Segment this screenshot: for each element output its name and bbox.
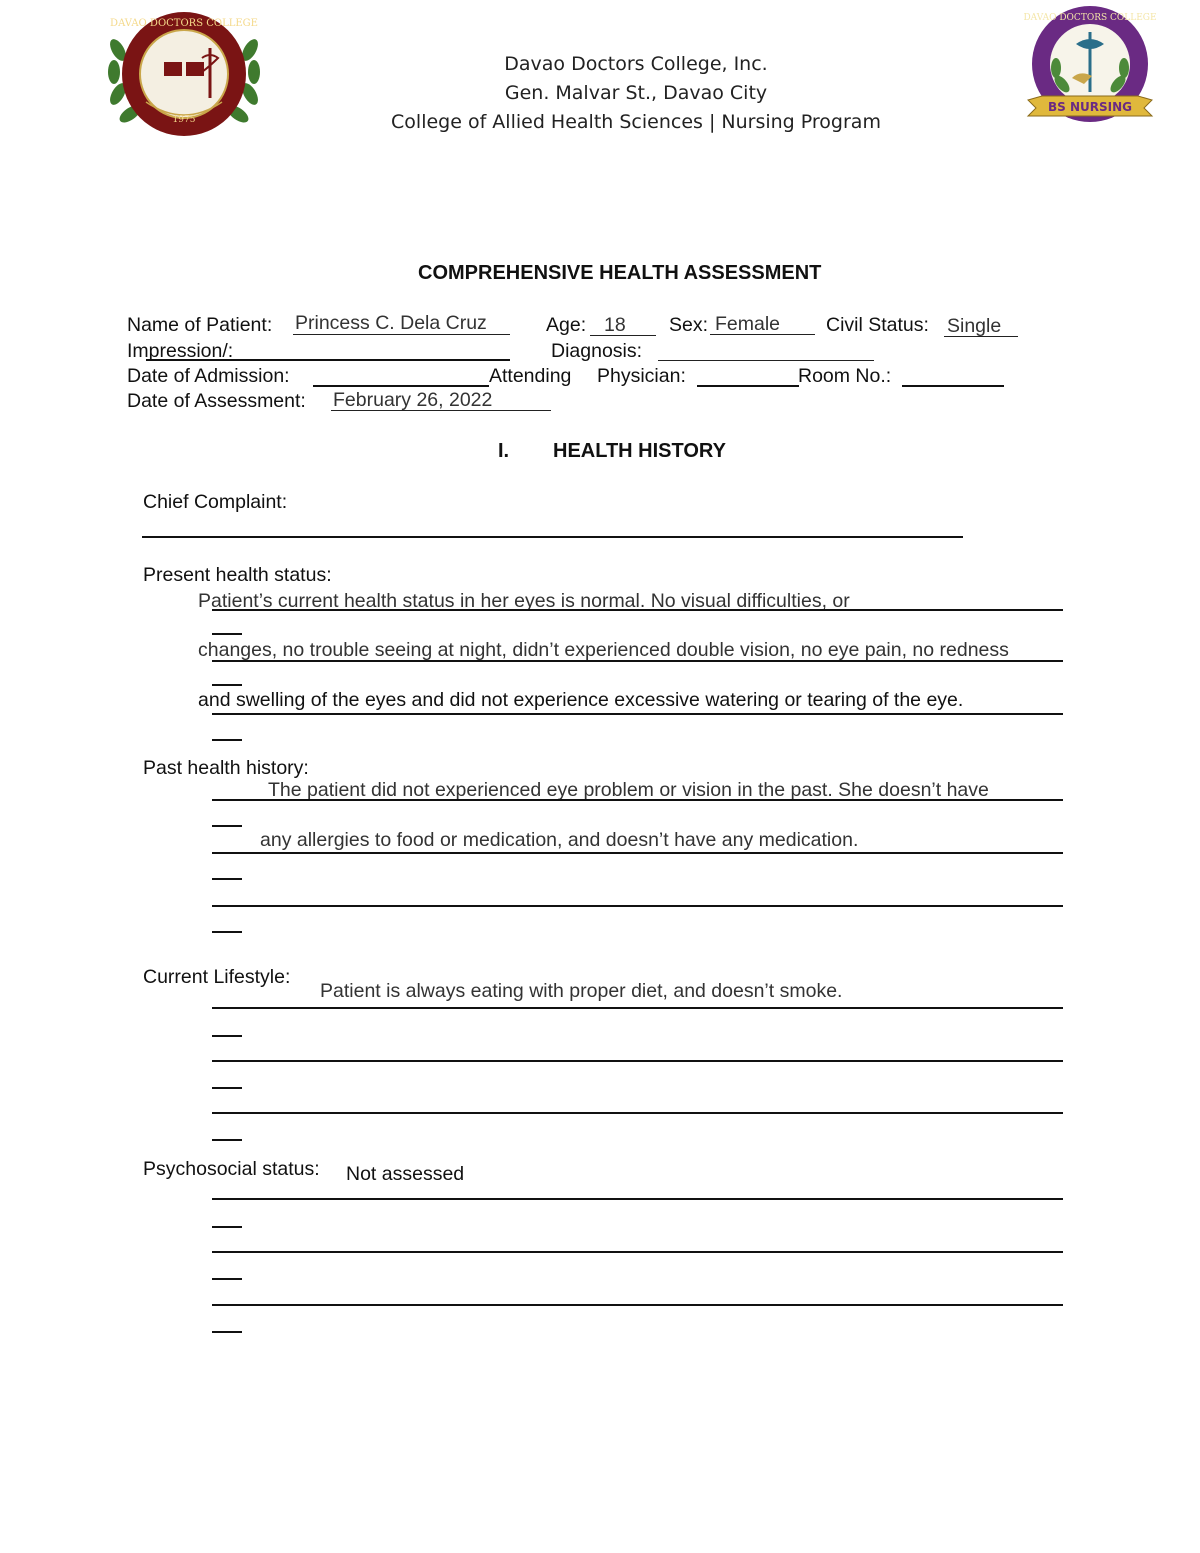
svg-text:DAVAO DOCTORS COLLEGE: DAVAO DOCTORS COLLEGE [1023,13,1157,23]
physician-field[interactable] [697,385,799,387]
present-dash-1 [212,633,242,635]
assessment-underline [331,410,551,411]
psychosocial-value[interactable]: Not assessed [346,1163,465,1185]
past-health-label: Past health history: [143,757,309,779]
present-line-2 [212,660,1063,662]
svg-text:1975: 1975 [172,115,196,125]
assessment-label: Date of Assessment: [127,390,306,412]
physician-label: Physician: [597,365,686,387]
psychosocial-label: Psychosocial status: [143,1158,320,1180]
present-dash-2 [212,684,242,686]
past-line-1 [212,799,1063,801]
school-name: Davao Doctors College, Inc. [504,53,768,75]
age-label: Age: [546,314,587,336]
name-label: Name of Patient: [127,314,273,336]
chief-complaint-field[interactable] [142,536,963,538]
name-underline [293,334,510,335]
lifestyle-dash-2 [212,1087,242,1089]
impression-label: Impression/: [127,340,234,362]
past-dash-1 [212,825,242,827]
age-value[interactable]: 18 [604,314,626,336]
section-title: HEALTH HISTORY [553,440,726,462]
sex-value[interactable]: Female [715,313,781,335]
name-value[interactable]: Princess C. Dela Cruz [295,312,487,334]
assessment-value[interactable]: February 26, 2022 [333,389,493,411]
school-address: Gen. Malvar St., Davao City [504,82,768,104]
attending-label: Attending [489,365,572,387]
admission-label: Date of Admission: [127,365,290,387]
psychosocial-line-1 [212,1198,1063,1200]
present-dash-3 [212,739,242,741]
psychosocial-line-3[interactable] [212,1304,1063,1306]
form-title: COMPREHENSIVE HEALTH ASSESSMENT [418,262,822,284]
diagnosis-field[interactable] [658,360,874,361]
seal-ribbon-text: BS NURSING [1048,100,1132,114]
lifestyle-dash-1 [212,1035,242,1037]
diagnosis-label: Diagnosis: [551,340,643,362]
lifestyle-dash-3 [212,1139,242,1141]
past-health-line-1[interactable]: The patient did not experienced eye problem or vision in the past. She doesn’t have [268,779,989,801]
lifestyle-line-1 [212,1007,1063,1009]
section-number: I. [498,440,510,462]
admission-field[interactable] [313,385,489,387]
civil-status-label: Civil Status: [826,314,929,336]
past-line-3[interactable] [212,905,1063,907]
past-dash-2 [212,878,242,880]
present-line-1 [212,609,1063,611]
lifestyle-line-3[interactable] [212,1112,1063,1114]
present-health-line-3[interactable]: and swelling of the eyes and did not experience excessive watering or tearing of the eye. [198,689,964,711]
past-health-line-2[interactable]: any allergies to food or medication, and doesn’t have any medication. [260,829,859,851]
civil-underline [944,336,1018,337]
lifestyle-value[interactable]: Patient is always eating with proper diet, and doesn’t smoke. [320,980,843,1002]
psychosocial-dash-3 [212,1331,242,1333]
psychosocial-dash-2 [212,1278,242,1280]
lifestyle-label: Current Lifestyle: [143,966,291,988]
sex-label: Sex: [669,314,709,336]
past-line-2 [212,852,1063,854]
present-health-label: Present health status: [143,564,332,586]
room-label: Room No.: [798,365,892,387]
present-health-line-2[interactable]: changes, no trouble seeing at night, didn’t experienced double vision, no eye pain, no redness [198,639,1009,661]
room-field[interactable] [902,385,1004,387]
chief-complaint-label: Chief Complaint: [143,491,288,513]
seal-left-text: DAVAO DOCTORS COLLEGE [110,18,258,29]
psychosocial-line-2[interactable] [212,1251,1063,1253]
psychosocial-dash-1 [212,1226,242,1228]
age-underline [590,335,656,336]
impression-field[interactable] [146,359,510,361]
present-line-3 [212,713,1063,715]
past-dash-3 [212,931,242,933]
civil-status-value[interactable]: Single [947,315,1002,337]
program-name: College of Allied Health Sciences | Nursing Program [391,111,881,133]
present-health-line-1[interactable]: Patient’s current health status in her eyes is normal. No visual difficulties, or [198,590,850,612]
lifestyle-line-2[interactable] [212,1060,1063,1062]
sex-underline [710,334,815,335]
